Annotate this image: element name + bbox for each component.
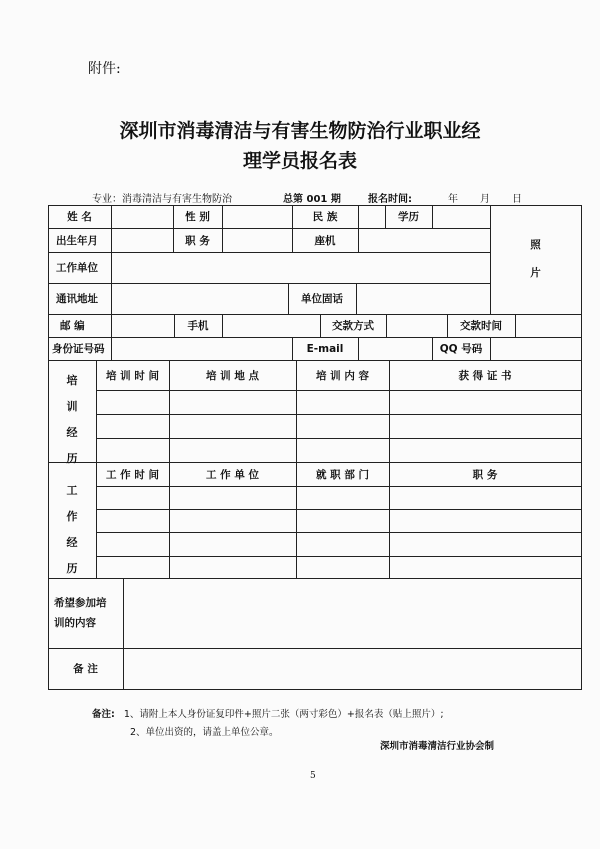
col-line — [222, 205, 223, 252]
col-line — [432, 205, 433, 228]
note-line: 1、请附上本人身份证复印件+照片二张（两寸彩色）+报名表（贴上照片）; — [123, 709, 444, 720]
desired-training-label — [54, 578, 107, 648]
desired-training-line: 训的内容 — [54, 617, 96, 629]
employer-label: 工作单位 — [56, 262, 98, 274]
issuer-footer: 深圳市消毒清洁行业协会制 — [380, 741, 495, 752]
col-line — [222, 314, 223, 337]
work-header-time: 工 作 时 间 — [106, 468, 159, 481]
training-side-char: 历 — [66, 452, 78, 465]
notes-block — [92, 706, 444, 742]
col-line — [111, 314, 112, 360]
col-line — [111, 252, 112, 314]
issue-text: 总第 001 期 — [283, 194, 341, 205]
table-border-bottom — [48, 689, 582, 690]
work-header-department: 就 职 部 门 — [316, 468, 369, 481]
col-line — [515, 314, 516, 337]
training-header-certificate: 获 得 证 书 — [458, 369, 512, 382]
id-number-label: 身份证号码 — [52, 343, 105, 355]
landline-label: 座机 — [314, 234, 336, 247]
col-line — [123, 578, 124, 689]
photo-column-line — [490, 205, 491, 315]
desired-training-line: 希望参加培 — [54, 597, 107, 609]
mobile-label: 手机 — [187, 320, 209, 332]
position-label: 职 务 — [185, 234, 210, 247]
work-header-position: 职 务 — [472, 468, 498, 481]
work-side-char: 工 — [66, 484, 78, 497]
name-label: 姓 名 — [67, 211, 92, 223]
postcode-label: 邮 编 — [60, 320, 85, 332]
form-title-line2: 理学员报名表 — [242, 150, 357, 172]
birth-label: 出生年月 — [56, 234, 98, 247]
photo-label-bottom: 片 — [530, 266, 541, 279]
work-side-label — [65, 478, 79, 582]
education-label: 学历 — [398, 211, 419, 223]
qq-label: QQ 号码 — [439, 343, 483, 355]
col-line — [111, 205, 112, 252]
month-label: 月 — [480, 194, 490, 205]
training-side-char: 训 — [66, 400, 78, 413]
page-number: 5 — [310, 771, 316, 781]
row-line — [48, 283, 490, 284]
row-line — [48, 228, 490, 229]
photo-label-top: 照 — [530, 238, 541, 251]
col-line — [386, 314, 387, 337]
payment-time-label: 交款时间 — [460, 320, 502, 332]
training-side-char: 经 — [66, 426, 78, 439]
col-line — [356, 283, 357, 314]
registration-time-label: 报名时间: — [368, 194, 412, 205]
work-side-char: 经 — [66, 536, 78, 549]
email-label: E-mail — [306, 342, 344, 355]
training-header-place: 培 训 地 点 — [206, 369, 259, 382]
ethnicity-label: 民 族 — [312, 211, 338, 223]
work-header-employer: 工 作 单 位 — [206, 468, 259, 481]
remarks-label: 备 注 — [73, 663, 98, 675]
table-border-right — [581, 205, 582, 690]
work-side-char: 作 — [66, 510, 78, 523]
day-label: 日 — [512, 194, 522, 205]
col-line — [358, 337, 359, 360]
payment-method-label: 交款方式 — [332, 320, 374, 332]
year-label: 年 — [448, 194, 458, 205]
col-line — [358, 205, 359, 252]
employer-phone-label: 单位固话 — [301, 293, 343, 305]
row-line — [48, 648, 582, 649]
attachment-label: 附件: — [88, 61, 121, 77]
address-label: 通讯地址 — [56, 293, 98, 305]
notes-label: 备注: — [92, 709, 115, 720]
row-line — [48, 252, 490, 253]
form-title-line1: 深圳市消毒清洁与有害生物防治行业职业经 — [119, 120, 481, 142]
training-side-char: 培 — [66, 374, 78, 387]
note-line: 2、单位出资的，请盖上单位公章。 — [130, 727, 279, 738]
training-header-content: 培 训 内 容 — [316, 369, 369, 382]
table-border-left — [48, 205, 49, 690]
gender-label: 性 别 — [185, 211, 210, 223]
major-text: 专业：消毒清洁与有害生物防治 — [92, 194, 232, 205]
col-line — [490, 337, 491, 360]
training-side-label — [65, 368, 79, 472]
row-line — [48, 578, 582, 579]
training-header-time: 培 训 时 间 — [106, 369, 159, 382]
work-side-char: 历 — [66, 562, 78, 575]
